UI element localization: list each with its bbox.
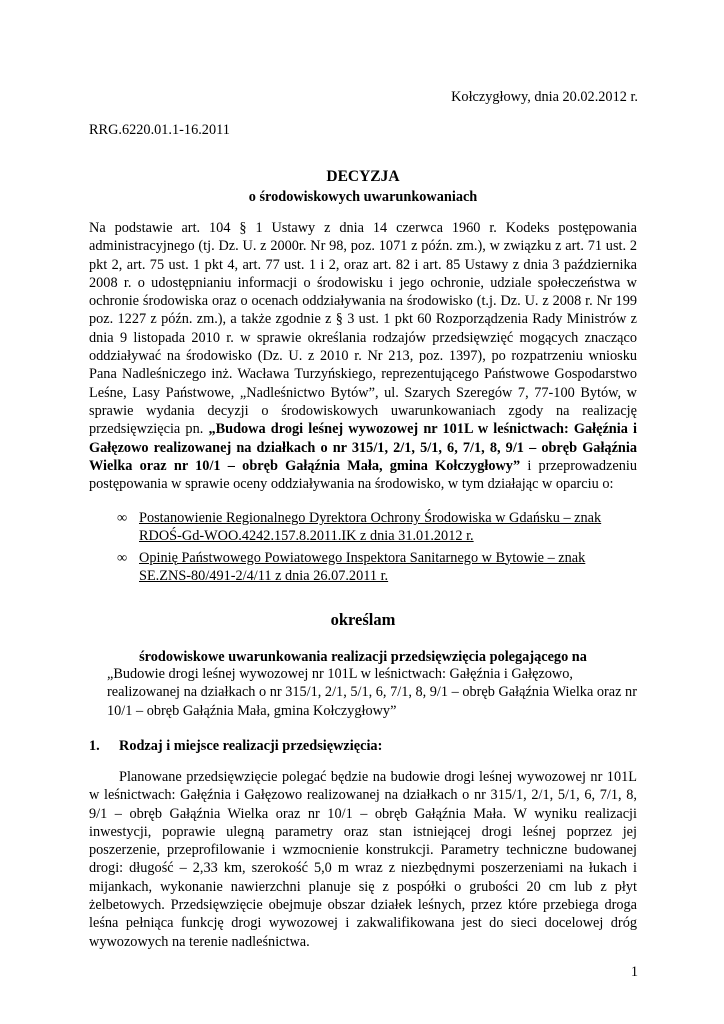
section-number: 1. [89, 738, 100, 754]
legal-basis-paragraph [89, 219, 637, 493]
section-paragraph: Planowane przedsięwzięcie polegać będzie na budowie drogi leśnej wywozowej nr 101L w leśnictwach: Gałęźnia i Gałęzowo realizowanej na działkach o nr 315/1, 2/1, 5/1, 6, 7/1, 8, 9/1 – obręb Gałąźnia Wielka oraz nr 10/1 – obręb Gałąźnia Mała. W wyniku realizacji inwestycji, poprawie ulegną parametry oraz stan istniejącej drogi leśnej poprzez jej poszerzenie, przeprofilowanie i wzmocnienie konstrukcji. Parametry techniczne budowanej drogi: długość – 2,33 km, szerokość 5,0 m wraz z niezbędnymi poszerzeniami na łukach i mijankach, wykonanie nawierzchni planuje się z pospółki o grubości 20 cm lub z płyt żelbetowych. Przedsięwzięcie obejmuje obszar działek leśnych, przez które przebiega droga leśna pełniąca funkcję drogi wywozowej i zakwalifikowana jest do sieci docelowej dróg wywozowych na terenie nadleśnictwa. [89, 769, 637, 950]
basis-item-text: Opinię Państwowego Powiatowego Inspektora Sanitarnego w Bytowie – znak SE.ZNS-80/491-2/4/11 z dnia 26.07.2011 r. [139, 549, 586, 584]
document-subtitle: o środowiskowych uwarunkowaniach [248, 189, 478, 205]
project-name-bold: „Budowa drogi leśnej wywozowej nr 101L w leśnictwach: Gałęźnia i Gałęzowo realizowanej na działkach o nr 315/1, 2/1, 5/1, 6, 7/1, 8, 9/1 – obręb Gałąźnia Wielka oraz nr 10/1 – obręb Gałąźnia Mała, gmina Kołczygłowy” [89, 421, 637, 474]
basis-item-text: Postanowienie Regionalnego Dyrektora Ochrony Środowiska w Gdańsku – znak RDOŚ-Gd-WOO.4242.157.8.2011.IK z dnia 31.01.2012 r. [139, 510, 602, 545]
page-number: 1 [630, 964, 638, 980]
document-title: DECYZJA [326, 168, 400, 185]
list-item [117, 549, 637, 586]
legal-basis-text: Na podstawie art. 104 § 1 Ustawy z dnia 14 czerwca 1960 r. Kodeks postępowania administracyjnego (tj. Dz. U. z 2000r. Nr 98, poz. 1071 z późn. zm.), w związku z art. 71 ust. 2 pkt 2, art. 75 ust. 1 pkt 4, art. 77 ust. 1 i 2, oraz art. 82 i art. 85 Ustawy z dnia 3 października 2008 r. o udostępnianiu informacji o środowisku i jego ochronie, udziale społeczeństwa w ochronie środowiska oraz o ocenach oddziaływania na środowisko (t.j. Dz. U. z 2008 r. Nr 199 poz. 1227 z późn. zm.), a także zgodnie z § 3 ust. 1 pkt 60 Rozporządzenia Rady Ministrów z dnia 9 listopada 2010 r. w sprawie określania rodzajów przedsięwzięć mogących znacząco oddziaływać na środowisko (Dz. U. z 2010 r. Nr 213, poz. 1397), po rozpatrzeniu wniosku Pana Nadleśniczego inż. Wacława Turzyńskiego, reprezentującego Państwowe Gospodarstwo Leśne, Lasy Państwowe, „Nadleśnictwo Bytów”, ul. Szarych Szeregów 7, 77-100 Bytów, w sprawie wydania decyzji o środowiskowych uwarunkowaniach zgody na realizację przedsięwzięcia pn. [89, 220, 637, 438]
reference-number: RRG.6220.01.1-16.2011 [89, 122, 230, 138]
decision-word: określam [330, 610, 396, 629]
infinity-bullet-icon: ∞ [117, 510, 128, 526]
basis-list [117, 509, 637, 588]
legal-basis-tail: i przeprowadzeniu postępowania w sprawie oceny oddziaływania na środowisko, w tym działając w oparciu o: [89, 457, 637, 493]
conditions-text: „Budowie drogi leśnej wywozowej nr 101L w leśnictwach: Gałęźnia i Gałęzowo, realizowanej na działkach o nr 315/1, 2/1, 5/1, 6, 7/1, 8, 9/1 – obręb Gałąźnia Wielka oraz nr 10/1 – obręb Gałąźnia Mała, gmina Kołczygłowy” [107, 666, 637, 719]
list-item [117, 509, 637, 546]
section-heading [89, 737, 382, 755]
place-and-date: Kołczygłowy, dnia 20.02.2012 r. [451, 89, 638, 105]
infinity-bullet-icon: ∞ [117, 549, 128, 566]
section-title: Rodzaj i miejsce realizacji przedsięwzięcia: [119, 738, 383, 754]
conditions-heading: środowiskowe uwarunkowania realizacji przedsięwzięcia polegającego na [139, 649, 587, 665]
